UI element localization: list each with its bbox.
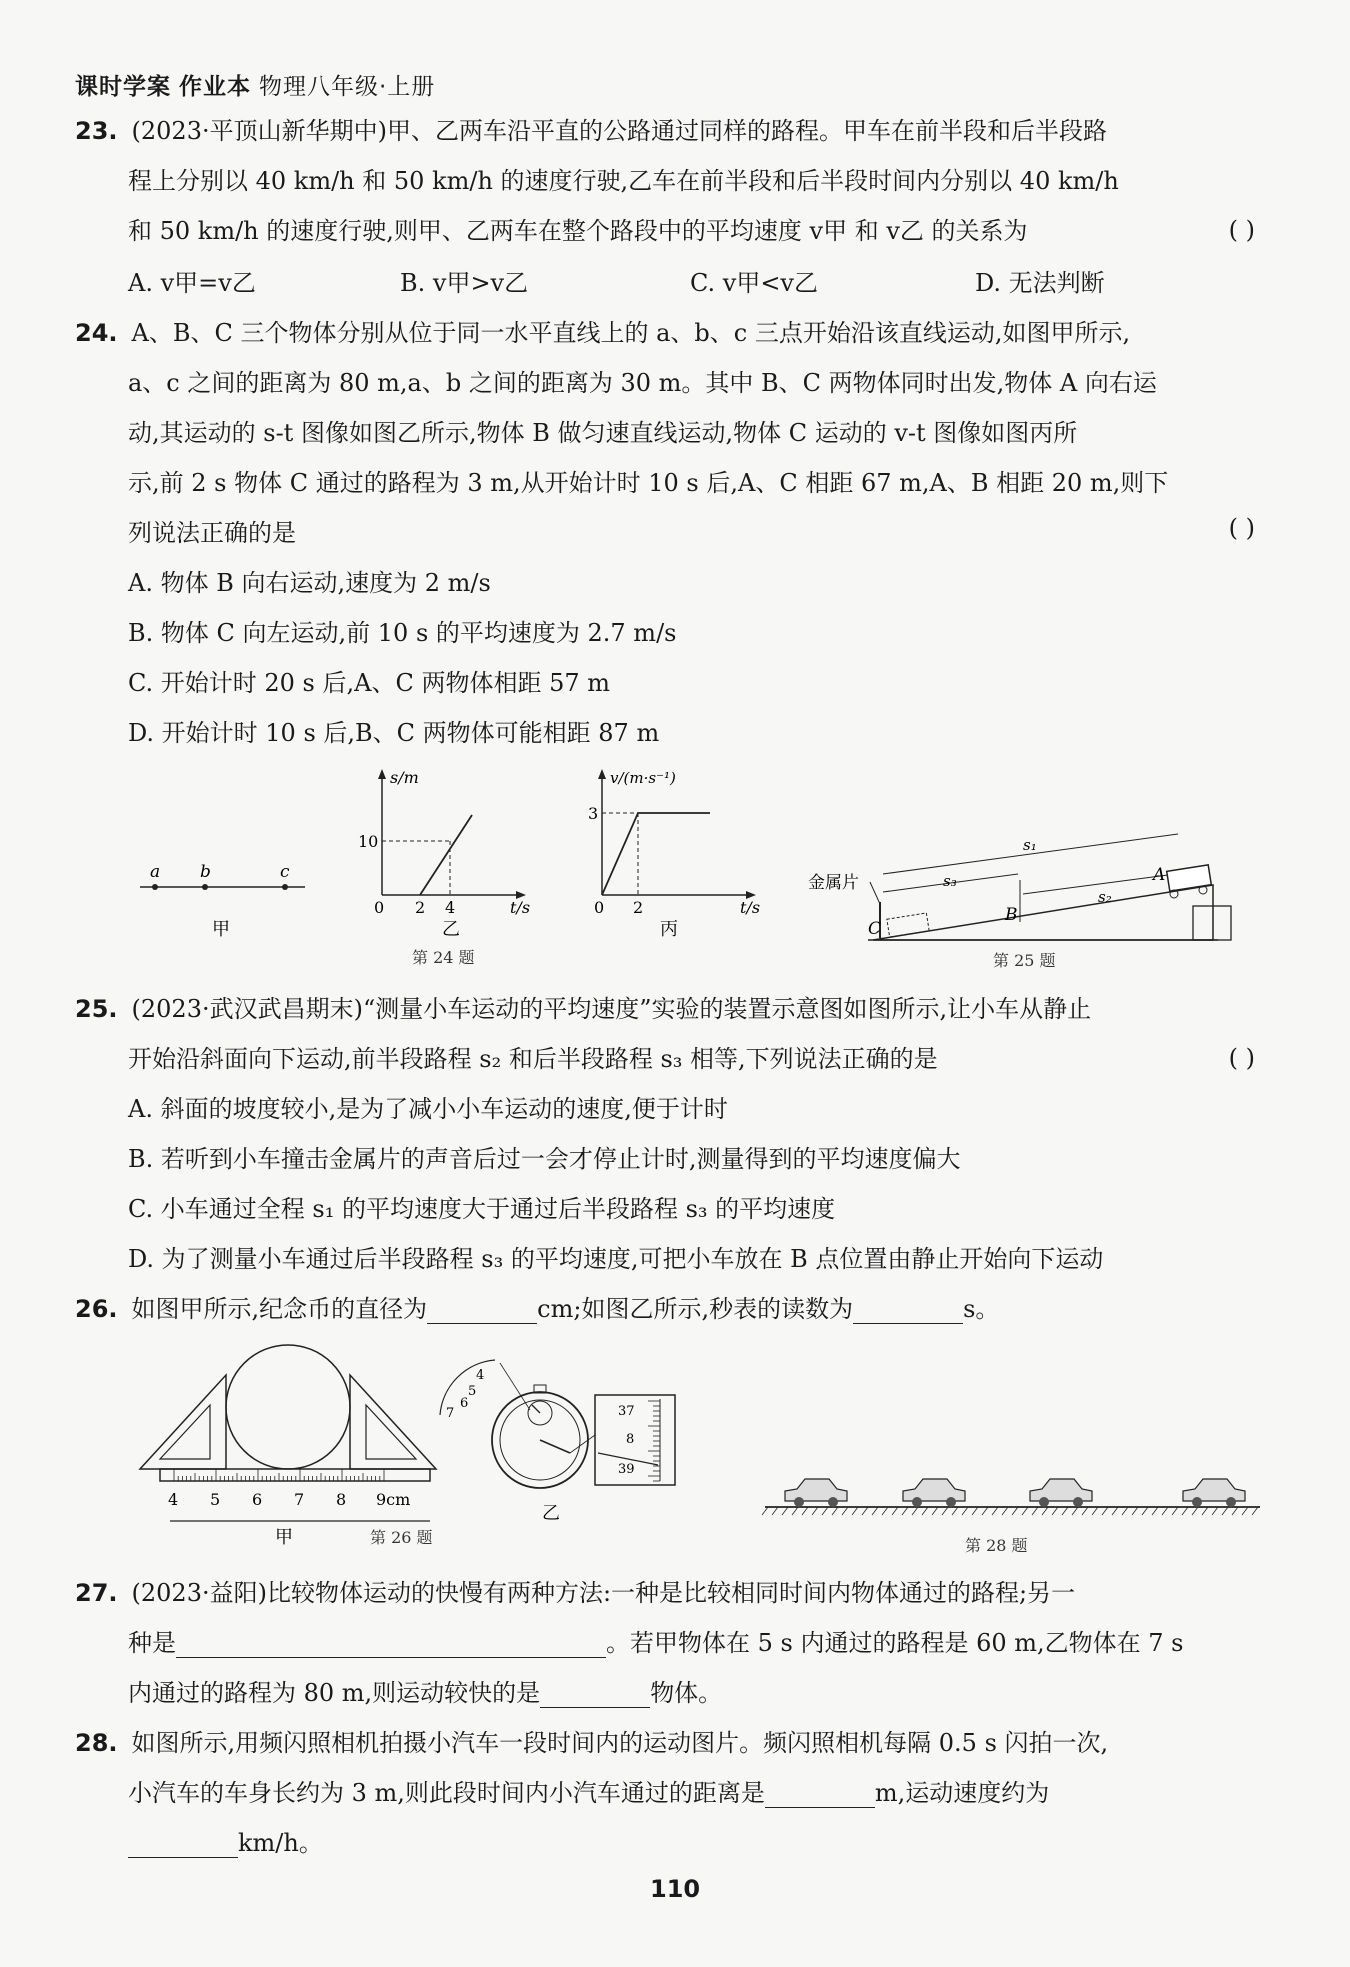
ground-hatch-mark <box>882 1507 888 1515</box>
q25-option-a: A. 斜面的坡度较小,是为了减小小车运动的速度,便于计时 <box>128 1095 728 1123</box>
bing-xlabel: t/s <box>740 898 761 917</box>
q25-option-d: D. 为了测量小车通过后半段路程 s₃ 的平均速度,可把小车放在 B 点位置由静止开始向下运动 <box>128 1245 1104 1273</box>
ground-hatch-mark <box>962 1507 968 1515</box>
ground-hatch-mark <box>1252 1507 1258 1515</box>
q26-blank-diameter[interactable] <box>427 1299 537 1324</box>
zoom-box <box>595 1395 675 1485</box>
q28-number: 28. <box>75 1729 118 1757</box>
q27-text3b: 物体。 <box>650 1679 723 1707</box>
ground-hatch-mark <box>812 1507 818 1515</box>
ground-hatch-mark <box>772 1507 778 1515</box>
header-book: 课时学案 <box>75 74 171 100</box>
q27-blank-faster[interactable] <box>540 1683 650 1708</box>
ground-hatch-mark <box>1142 1507 1148 1515</box>
left-triangle <box>140 1375 226 1469</box>
ground-hatch-mark <box>782 1507 788 1515</box>
ground-hatch-mark <box>1022 1507 1028 1515</box>
ground-hatch-mark <box>1132 1507 1138 1515</box>
ground-hatch-mark <box>902 1507 908 1515</box>
figure-25 <box>808 830 1278 980</box>
ruler <box>160 1469 430 1481</box>
q25-option-b: B. 若听到小车撞击金属片的声音后过一会才停止计时,测量得到的平均速度偏大 <box>128 1145 961 1173</box>
ground-hatch-mark <box>972 1507 978 1515</box>
yi-xtick-4: 4 <box>445 898 456 917</box>
metal-label: 金属片 <box>808 873 859 893</box>
ground-hatch-mark <box>1032 1507 1038 1515</box>
ground-hatch-mark <box>1242 1507 1248 1515</box>
q25-option-c: C. 小车通过全程 s₁ 的平均速度大于通过后半段路程 s₃ 的平均速度 <box>128 1195 836 1223</box>
dial-outer-4: 4 <box>476 1368 485 1383</box>
label-a: a <box>150 862 161 882</box>
q27-text1: (2023·益阳)比较物体运动的快慢有两种方法:一种是比较相同时间内物体通过的路程;另一 <box>131 1579 1076 1607</box>
q24-line4: 示,前 2 s 物体 C 通过的路程为 3 m,从开始计时 10 s 后,A、C 相距 67 m,A、B 相距 20 m,则下 <box>128 469 1169 497</box>
ground-hatch-mark <box>1112 1507 1118 1515</box>
cart-at-C <box>887 913 929 937</box>
dial-outer-7: 7 <box>446 1406 455 1421</box>
ground-hatch-mark <box>802 1507 808 1515</box>
dial-inner-37: 37 <box>618 1404 635 1419</box>
q27-text2b: 。若甲物体在 5 s 内通过的路程是 60 m,乙物体在 7 s <box>606 1629 1184 1657</box>
dial-inner-39: 39 <box>618 1462 635 1477</box>
ground-hatch-mark <box>982 1507 988 1515</box>
q23-option-a: A. v甲=v乙 <box>128 269 256 297</box>
yi-xtick-0: 0 <box>374 898 385 917</box>
s-t-line <box>420 815 472 895</box>
q23-number: 23. <box>75 117 118 145</box>
ground-hatch-mark <box>1052 1507 1058 1515</box>
ground-hatch-mark <box>1062 1507 1068 1515</box>
ground-hatch-mark <box>992 1507 998 1515</box>
ground-hatch-mark <box>922 1507 928 1515</box>
bing-ylabel: v/(m·s⁻¹) <box>610 769 676 787</box>
q28-text1: 如图所示,用频闪照相机拍摄小汽车一段时间内的运动图片。频闪照相机每隔 0.5 s 闪拍一次, <box>131 1729 1109 1757</box>
q28-line1 <box>75 1728 1108 1758</box>
ground-hatch-mark <box>912 1507 918 1515</box>
s1-label: s₁ <box>1023 836 1037 854</box>
s2-label: s₂ <box>1098 888 1112 906</box>
ruler-tick-4: 4 <box>168 1490 179 1509</box>
q24-option-b: B. 物体 C 向左运动,前 10 s 的平均速度为 2.7 m/s <box>128 619 677 647</box>
q27-line2 <box>128 1628 1184 1658</box>
point-a <box>152 884 158 890</box>
q28-text3: km/h。 <box>238 1829 323 1857</box>
yi-xlabel: t/s <box>510 898 531 917</box>
ground-hatch-mark <box>1222 1507 1228 1515</box>
fig28-caption: 第 28 题 <box>965 1536 1028 1555</box>
q25-line2: 开始沿斜面向下运动,前半段路程 s₂ 和后半段路程 s₃ 相等,下列说法正确的是 <box>128 1045 938 1073</box>
yi-xtick-2: 2 <box>415 898 426 917</box>
bing-ytick-3: 3 <box>588 804 599 823</box>
q28-text2b: m,运动速度约为 <box>874 1779 1050 1807</box>
ground-hatch-mark <box>932 1507 938 1515</box>
dial-inner-8: 8 <box>626 1432 635 1447</box>
fig26-yi-stopwatch <box>440 1360 675 1524</box>
v-t-line <box>602 813 710 895</box>
header-series: 作业本 <box>179 74 251 100</box>
dial-outer-5: 5 <box>468 1384 477 1399</box>
ground-hatch-mark <box>822 1507 828 1515</box>
q26-text3: s。 <box>963 1295 1000 1323</box>
q25-number: 25. <box>75 995 118 1023</box>
car-frame-2 <box>903 1479 965 1507</box>
q24-line2: a、c 之间的距离为 80 m,a、b 之间的距离为 30 m。其中 B、C 两物体同时出发,物体 A 向右运 <box>128 369 1157 397</box>
ground-hatch-mark <box>1012 1507 1018 1515</box>
q25-line1 <box>75 994 1091 1024</box>
ground-hatch-mark <box>1212 1507 1218 1515</box>
point-C-label: C <box>868 919 882 939</box>
ground-hatch-mark <box>1192 1507 1198 1515</box>
point-c <box>282 884 288 890</box>
fig26-jia-label: 甲 <box>275 1527 293 1548</box>
ground-hatch-mark <box>1182 1507 1188 1515</box>
q27-number: 27. <box>75 1579 118 1607</box>
car-frame-1 <box>785 1479 847 1507</box>
q26-text1: 如图甲所示,纪念币的直径为 <box>131 1295 428 1323</box>
ground-hatch-mark <box>862 1507 868 1515</box>
ground-hatch-mark <box>1082 1507 1088 1515</box>
car-frame-4 <box>1183 1479 1245 1507</box>
ground-hatch-mark <box>892 1507 898 1515</box>
yi-ytick-10: 10 <box>358 832 379 851</box>
q28-line2 <box>128 1778 1049 1808</box>
ground-hatch-mark <box>762 1507 768 1515</box>
figure-28 <box>760 1465 1280 1560</box>
fig25-caption: 第 25 题 <box>993 951 1056 970</box>
fig24-bing-label: 丙 <box>660 919 678 940</box>
figure-26 <box>130 1335 690 1560</box>
q24-line5: 列说法正确的是 <box>128 519 296 547</box>
q27-text2a: 种是 <box>128 1629 176 1657</box>
q24-line3: 动,其运动的 s-t 图像如图乙所示,物体 B 做匀速直线运动,物体 C 运动的 v-t 图像如图丙所 <box>128 419 1078 447</box>
q27-line1 <box>75 1578 1075 1608</box>
ground-hatch-mark <box>852 1507 858 1515</box>
ground-hatch-mark <box>1122 1507 1128 1515</box>
incline <box>873 885 1213 940</box>
support-block <box>1193 906 1231 940</box>
right-triangle <box>350 1375 436 1469</box>
ground-hatch-mark <box>1042 1507 1048 1515</box>
label-b: b <box>200 862 211 882</box>
fig24-jia <box>140 862 305 940</box>
fig24-jia-label: 甲 <box>212 919 230 940</box>
q23-option-d: D. 无法判断 <box>975 269 1105 297</box>
fig24-yi-label: 乙 <box>442 919 460 940</box>
page-header <box>75 68 443 101</box>
q24-option-c: C. 开始计时 20 s 后,A、C 两物体相距 57 m <box>128 669 611 697</box>
dial-outer-6: 6 <box>460 1396 469 1411</box>
ruler-tick-7: 7 <box>294 1490 305 1509</box>
ruler-tick-9cm: 9cm <box>376 1490 411 1509</box>
q25-answer-paren: ( ) <box>1228 1044 1255 1072</box>
ruler-tick-5: 5 <box>210 1490 221 1509</box>
cart-at-A <box>1167 865 1212 891</box>
q23-option-c: C. v甲<v乙 <box>690 269 818 297</box>
bing-xtick-2: 2 <box>633 898 644 917</box>
fig24-bing-graph <box>588 769 760 940</box>
car-frame-3 <box>1030 1479 1092 1507</box>
q25-text1: (2023·武汉武昌期末)“测量小车运动的平均速度”实验的装置示意图如图所示,让小车从静止 <box>131 995 1092 1023</box>
fig26-jia-ruler <box>140 1345 436 1548</box>
coin <box>226 1345 350 1469</box>
q27-text3a: 内通过的路程为 80 m,则运动较快的是 <box>128 1679 541 1707</box>
ground-hatch-mark <box>1172 1507 1178 1515</box>
q26-text2: cm;如图乙所示,秒表的读数为 <box>537 1295 854 1323</box>
ruler-tick-8: 8 <box>336 1490 347 1509</box>
q23-answer-paren: ( ) <box>1228 216 1255 244</box>
ground-hatch-mark <box>952 1507 958 1515</box>
q23-line1 <box>75 116 1107 146</box>
q24-answer-paren: ( ) <box>1228 514 1255 542</box>
header-subject: 物理八年级·上册 <box>259 74 436 100</box>
q26-number: 26. <box>75 1295 118 1323</box>
ground-hatch-mark <box>942 1507 948 1515</box>
ground-hatch-mark <box>872 1507 878 1515</box>
q24-option-a: A. 物体 B 向右运动,速度为 2 m/s <box>128 569 491 597</box>
q27-line3 <box>128 1678 722 1708</box>
q26-blank-stopwatch[interactable] <box>853 1299 963 1324</box>
ground-hatch-mark <box>1202 1507 1208 1515</box>
ground-hatch-mark <box>1152 1507 1158 1515</box>
q24-text1: A、B、C 三个物体分别从位于同一水平直线上的 a、b、c 三点开始沿该直线运动,如图甲所示, <box>131 319 1131 347</box>
ground-hatch-mark <box>842 1507 848 1515</box>
q26-line <box>75 1294 999 1324</box>
fig26-yi-label: 乙 <box>542 1503 560 1524</box>
yi-ylabel: s/m <box>390 768 419 787</box>
q27-blank-method[interactable] <box>176 1633 606 1658</box>
q28-blank-distance[interactable] <box>765 1783 875 1808</box>
ground-hatch-mark <box>1072 1507 1078 1515</box>
q23-line2: 程上分别以 40 km/h 和 50 km/h 的速度行驶,乙车在前半段和后半段时间内分别以 40 km/h <box>128 167 1119 195</box>
q24-line1 <box>75 318 1130 348</box>
q23-option-b: B. v甲>v乙 <box>400 269 529 297</box>
point-B-label: B <box>1005 905 1018 925</box>
ground-hatch-mark <box>1102 1507 1108 1515</box>
point-b <box>202 884 208 890</box>
s3-label: s₃ <box>943 872 957 890</box>
ground-hatch-mark <box>1232 1507 1238 1515</box>
ground-hatch-mark <box>792 1507 798 1515</box>
ruler-tick-6: 6 <box>252 1490 263 1509</box>
fig24-yi-graph <box>358 768 530 940</box>
ground-hatch-mark <box>1092 1507 1098 1515</box>
page-number: 110 <box>650 1875 701 1903</box>
q28-blank-speed[interactable] <box>128 1833 238 1858</box>
ground-hatch-mark <box>832 1507 838 1515</box>
q24-option-d: D. 开始计时 10 s 后,B、C 两物体可能相距 87 m <box>128 719 660 747</box>
bing-xtick-0: 0 <box>594 898 605 917</box>
label-c: c <box>280 862 290 882</box>
q28-line3 <box>128 1828 323 1858</box>
fig26-caption: 第 26 题 <box>370 1528 433 1547</box>
ground-hatch-mark <box>1002 1507 1008 1515</box>
ground-hatch-mark <box>1162 1507 1168 1515</box>
q23-text1: (2023·平顶山新华期中)甲、乙两车沿平直的公路通过同样的路程。甲车在前半段和后半段路 <box>131 117 1107 145</box>
second-hand <box>540 1440 570 1453</box>
q24-number: 24. <box>75 319 118 347</box>
q28-text2a: 小汽车的车身长约为 3 m,则此段时间内小汽车通过的距离是 <box>128 1779 765 1807</box>
q23-line3: 和 50 km/h 的速度行驶,则甲、乙两车在整个路段中的平均速度 v甲 和 v乙 的关系为 <box>128 217 1028 245</box>
fig24-caption: 第 24 题 <box>412 948 475 967</box>
point-A-label: A <box>1153 865 1166 885</box>
figure-24 <box>120 765 780 975</box>
